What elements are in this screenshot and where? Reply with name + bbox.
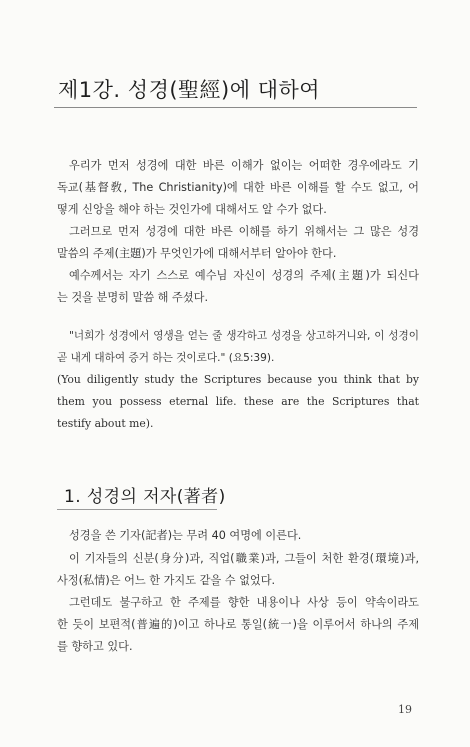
text-line: 는 것을 분명히 말씀 해 주셨다. [57, 291, 209, 304]
text-line: testify about me). [57, 417, 154, 430]
text-line: "너희가 성경에서 영생을 얻는 줄 생각하고 성경을 상고하거니와, 이 성경이 [69, 330, 419, 342]
intro-paragraph-3 [57, 265, 419, 309]
scripture-quote-korean [57, 325, 419, 369]
section-title-underline [57, 509, 217, 510]
text-line: 예수께서는 자기 스스로 예수님 자신이 성경의 주제(主題)가 되신다 [69, 269, 419, 282]
section-paragraph-3 [57, 592, 419, 658]
text-line: 사정(私情)은 어느 한 가지도 같을 수 없었다. [57, 574, 276, 587]
text-line: 우리가 먼저 성경에 대한 바른 이해가 없이는 어떠한 경우에라도 기 [69, 159, 419, 172]
text-line: 한 듯이 보편적(普遍的)이고 하나로 통일(統一)을 이루어서 하나의 주제 [57, 618, 419, 631]
text-line: 떻게 신앙을 해야 하는 것인가에 대해서도 알 수가 없다. [57, 203, 327, 216]
chapter-title: 제1강. 성경(聖經)에 대하여 [58, 78, 321, 102]
section-paragraph-2 [57, 548, 419, 592]
page-number: 19 [398, 703, 412, 716]
intro-paragraph-2 [57, 221, 419, 265]
text-line: 말씀의 주제(主題)가 무엇인가에 대해서부터 알아야 한다. [57, 247, 337, 260]
text-line: 이 기자들의 신분(身分)과, 직업(職業)과, 그들이 처한 환경(環境)과, [69, 552, 419, 565]
text-line: 그런데도 불구하고 한 주제를 향한 내용이나 사상 등이 약속이라도 [69, 596, 419, 609]
text-line: them you possess eternal life. these are the Scriptures that [57, 395, 419, 408]
text-line: 그러므로 먼저 성경에 대한 바른 이해를 하기 위해서는 그 많은 성경 [69, 225, 419, 238]
section-title: 1. 성경의 저자(著者) [64, 487, 226, 507]
chapter-title-underline [54, 107, 417, 108]
intro-paragraph-1 [57, 155, 419, 221]
section-paragraph-1 [57, 525, 419, 547]
text-line: 성경을 쓴 기자(記者)는 무려 40 여명에 이른다. [69, 529, 302, 542]
text-line: (You diligently study the Scriptures because you think that by [57, 373, 419, 386]
text-line: 곧 내게 대하여 증거 하는 것이로다." (요5:39). [57, 352, 275, 364]
text-line: 를 향하고 있다. [57, 640, 133, 653]
text-line: 독교(基督敎, The Christianity)에 대한 바른 이해를 할 수도 없고, 어 [57, 181, 419, 194]
scripture-quote-english [57, 369, 419, 435]
